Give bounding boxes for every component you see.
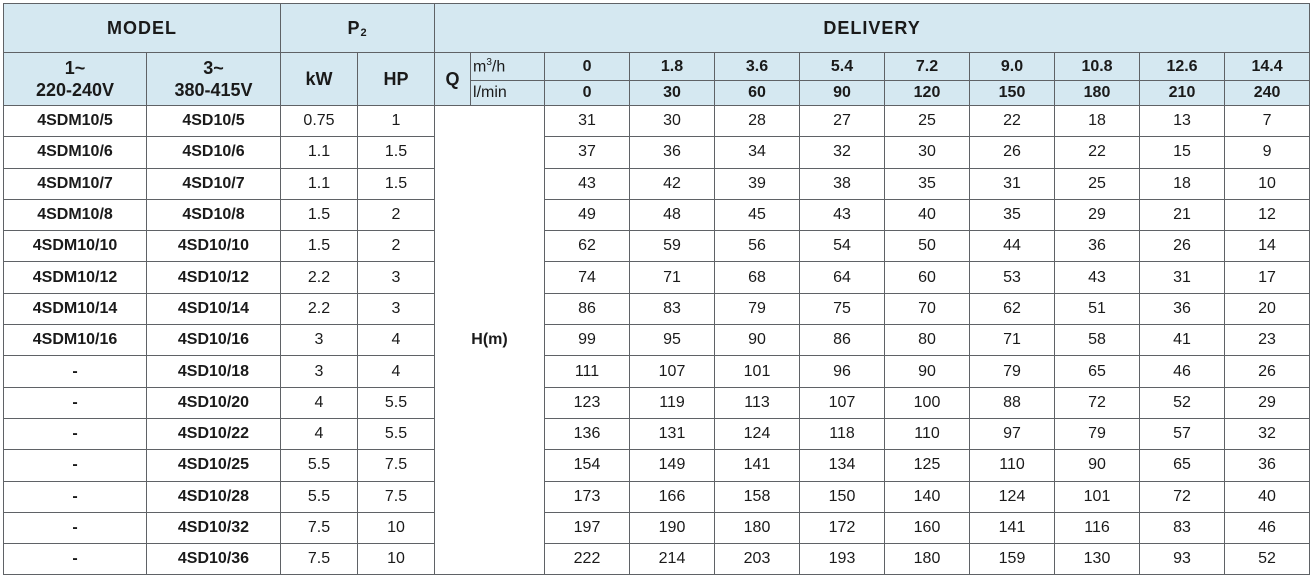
power-kw: 1.1 bbox=[281, 168, 358, 199]
power-hp: 10 bbox=[358, 544, 435, 575]
head-value: 32 bbox=[800, 137, 885, 168]
head-value: 40 bbox=[1225, 481, 1310, 512]
three-phase-voltage: 380-415V bbox=[174, 80, 253, 100]
flow-m3h-cell: 1.8 bbox=[630, 53, 715, 81]
model-three-phase: 4SD10/16 bbox=[147, 325, 281, 356]
model-three-phase: 4SD10/8 bbox=[147, 199, 281, 230]
head-value: 53 bbox=[970, 262, 1055, 293]
head-value: 13 bbox=[1140, 106, 1225, 137]
head-value: 101 bbox=[715, 356, 800, 387]
model-header: MODEL bbox=[4, 4, 281, 53]
unit-m3h-rest: /h bbox=[491, 58, 506, 76]
head-value: 90 bbox=[1055, 450, 1140, 481]
single-phase-header bbox=[4, 53, 147, 106]
power-hp: 3 bbox=[358, 293, 435, 324]
head-value: 134 bbox=[800, 450, 885, 481]
head-value: 79 bbox=[970, 356, 1055, 387]
power-hp: 2 bbox=[358, 199, 435, 230]
head-value: 86 bbox=[545, 293, 630, 324]
head-value: 124 bbox=[715, 418, 800, 449]
head-value: 38 bbox=[800, 168, 885, 199]
power-hp: 5.5 bbox=[358, 418, 435, 449]
power-kw: 5.5 bbox=[281, 481, 358, 512]
unit-m3h-base: m bbox=[473, 58, 487, 76]
head-value: 190 bbox=[630, 512, 715, 543]
head-value: 65 bbox=[1140, 450, 1225, 481]
head-value: 48 bbox=[630, 199, 715, 230]
head-value: 22 bbox=[970, 106, 1055, 137]
head-value: 52 bbox=[1225, 544, 1310, 575]
head-label: H(m) bbox=[435, 106, 545, 575]
head-value: 110 bbox=[885, 418, 970, 449]
model-single-phase: - bbox=[4, 387, 147, 418]
model-three-phase: 4SD10/32 bbox=[147, 512, 281, 543]
head-value: 97 bbox=[970, 418, 1055, 449]
power-hp: 1 bbox=[358, 106, 435, 137]
head-value: 40 bbox=[885, 199, 970, 230]
head-value: 71 bbox=[630, 262, 715, 293]
model-single-phase: 4SDM10/8 bbox=[4, 199, 147, 230]
power-kw: 2.2 bbox=[281, 293, 358, 324]
flow-m3h-cell: 10.8 bbox=[1055, 53, 1140, 81]
head-value: 118 bbox=[800, 418, 885, 449]
head-value: 149 bbox=[630, 450, 715, 481]
power-kw: 1.1 bbox=[281, 137, 358, 168]
power-kw: 5.5 bbox=[281, 450, 358, 481]
model-single-phase: 4SDM10/6 bbox=[4, 137, 147, 168]
flow-m3h-cell: 3.6 bbox=[715, 53, 800, 81]
flow-m3h-cell: 7.2 bbox=[885, 53, 970, 81]
head-value: 50 bbox=[885, 231, 970, 262]
head-value: 31 bbox=[970, 168, 1055, 199]
flow-m3h-cell: 5.4 bbox=[800, 53, 885, 81]
head-value: 80 bbox=[885, 325, 970, 356]
power-kw: 7.5 bbox=[281, 544, 358, 575]
model-single-phase: - bbox=[4, 418, 147, 449]
power-kw: 0.75 bbox=[281, 106, 358, 137]
head-value: 172 bbox=[800, 512, 885, 543]
table-row bbox=[4, 293, 1310, 324]
head-value: 23 bbox=[1225, 325, 1310, 356]
flow-lmin-cell: 30 bbox=[630, 81, 715, 106]
model-three-phase: 4SD10/25 bbox=[147, 450, 281, 481]
head-value: 17 bbox=[1225, 262, 1310, 293]
head-value: 150 bbox=[800, 481, 885, 512]
head-value: 10 bbox=[1225, 168, 1310, 199]
table-row bbox=[4, 356, 1310, 387]
head-value: 29 bbox=[1055, 199, 1140, 230]
head-value: 25 bbox=[1055, 168, 1140, 199]
head-value: 159 bbox=[970, 544, 1055, 575]
model-single-phase: 4SDM10/14 bbox=[4, 293, 147, 324]
model-single-phase: - bbox=[4, 356, 147, 387]
head-value: 20 bbox=[1225, 293, 1310, 324]
model-single-phase: 4SDM10/12 bbox=[4, 262, 147, 293]
model-single-phase: - bbox=[4, 544, 147, 575]
flow-lmin-cell: 240 bbox=[1225, 81, 1310, 106]
head-value: 72 bbox=[1055, 387, 1140, 418]
head-value: 34 bbox=[715, 137, 800, 168]
head-value: 197 bbox=[545, 512, 630, 543]
power-kw: 1.5 bbox=[281, 199, 358, 230]
head-value: 59 bbox=[630, 231, 715, 262]
flow-lmin-cell: 120 bbox=[885, 81, 970, 106]
head-value: 57 bbox=[1140, 418, 1225, 449]
head-value: 75 bbox=[800, 293, 885, 324]
head-value: 36 bbox=[1055, 231, 1140, 262]
flow-m3h-cell: 9.0 bbox=[970, 53, 1055, 81]
head-value: 36 bbox=[1140, 293, 1225, 324]
head-value: 86 bbox=[800, 325, 885, 356]
head-value: 180 bbox=[715, 512, 800, 543]
head-value: 141 bbox=[715, 450, 800, 481]
head-value: 71 bbox=[970, 325, 1055, 356]
head-value: 45 bbox=[715, 199, 800, 230]
model-single-phase: - bbox=[4, 512, 147, 543]
power-kw: 2.2 bbox=[281, 262, 358, 293]
head-value: 101 bbox=[1055, 481, 1140, 512]
single-phase-symbol: 1~ bbox=[64, 58, 86, 78]
table-header bbox=[4, 4, 1310, 106]
model-single-phase: 4SDM10/10 bbox=[4, 231, 147, 262]
head-value: 123 bbox=[545, 387, 630, 418]
model-single-phase: 4SDM10/16 bbox=[4, 325, 147, 356]
head-value: 30 bbox=[630, 106, 715, 137]
head-value: 141 bbox=[970, 512, 1055, 543]
power-hp: 7.5 bbox=[358, 481, 435, 512]
head-value: 58 bbox=[1055, 325, 1140, 356]
single-phase-voltage: 220-240V bbox=[35, 80, 115, 100]
model-three-phase: 4SD10/10 bbox=[147, 231, 281, 262]
head-value: 62 bbox=[545, 231, 630, 262]
head-value: 166 bbox=[630, 481, 715, 512]
table-row bbox=[4, 137, 1310, 168]
head-value: 32 bbox=[1225, 418, 1310, 449]
p2-header bbox=[281, 4, 435, 53]
head-value: 21 bbox=[1140, 199, 1225, 230]
head-value: 72 bbox=[1140, 481, 1225, 512]
model-three-phase: 4SD10/18 bbox=[147, 356, 281, 387]
table-row bbox=[4, 106, 1310, 137]
power-kw: 4 bbox=[281, 418, 358, 449]
head-value: 12 bbox=[1225, 199, 1310, 230]
unit-m3h bbox=[471, 53, 545, 81]
table-row bbox=[4, 262, 1310, 293]
head-value: 56 bbox=[715, 231, 800, 262]
model-three-phase: 4SD10/5 bbox=[147, 106, 281, 137]
flow-lmin-cell: 60 bbox=[715, 81, 800, 106]
head-value: 70 bbox=[885, 293, 970, 324]
head-value: 35 bbox=[970, 199, 1055, 230]
head-value: 18 bbox=[1140, 168, 1225, 199]
table-row bbox=[4, 512, 1310, 543]
model-single-phase: - bbox=[4, 481, 147, 512]
flow-lmin-cell: 0 bbox=[545, 81, 630, 106]
head-value: 79 bbox=[715, 293, 800, 324]
head-value: 95 bbox=[630, 325, 715, 356]
head-value: 46 bbox=[1225, 512, 1310, 543]
head-value: 193 bbox=[800, 544, 885, 575]
head-value: 26 bbox=[1140, 231, 1225, 262]
head-value: 31 bbox=[1140, 262, 1225, 293]
head-value: 27 bbox=[800, 106, 885, 137]
flow-lmin-cell: 90 bbox=[800, 81, 885, 106]
model-single-phase: - bbox=[4, 450, 147, 481]
hp-header: HP bbox=[358, 53, 435, 106]
head-value: 7 bbox=[1225, 106, 1310, 137]
flow-lmin-cell: 180 bbox=[1055, 81, 1140, 106]
flow-lmin-cell: 150 bbox=[970, 81, 1055, 106]
head-value: 93 bbox=[1140, 544, 1225, 575]
head-value: 203 bbox=[715, 544, 800, 575]
head-value: 68 bbox=[715, 262, 800, 293]
model-three-phase: 4SD10/12 bbox=[147, 262, 281, 293]
head-value: 173 bbox=[545, 481, 630, 512]
head-value: 62 bbox=[970, 293, 1055, 324]
table-row bbox=[4, 544, 1310, 575]
head-value: 64 bbox=[800, 262, 885, 293]
head-value: 9 bbox=[1225, 137, 1310, 168]
q-header: Q bbox=[435, 53, 471, 106]
head-value: 43 bbox=[545, 168, 630, 199]
head-value: 43 bbox=[1055, 262, 1140, 293]
head-value: 130 bbox=[1055, 544, 1140, 575]
head-value: 79 bbox=[1055, 418, 1140, 449]
delivery-header: DELIVERY bbox=[435, 4, 1310, 53]
head-value: 110 bbox=[970, 450, 1055, 481]
head-value: 160 bbox=[885, 512, 970, 543]
head-value: 83 bbox=[630, 293, 715, 324]
head-value: 37 bbox=[545, 137, 630, 168]
head-value: 29 bbox=[1225, 387, 1310, 418]
model-three-phase: 4SD10/14 bbox=[147, 293, 281, 324]
table-row bbox=[4, 387, 1310, 418]
model-three-phase: 4SD10/7 bbox=[147, 168, 281, 199]
power-hp: 1.5 bbox=[358, 168, 435, 199]
head-value: 41 bbox=[1140, 325, 1225, 356]
head-value: 54 bbox=[800, 231, 885, 262]
model-three-phase: 4SD10/22 bbox=[147, 418, 281, 449]
power-hp: 5.5 bbox=[358, 387, 435, 418]
head-value: 26 bbox=[970, 137, 1055, 168]
table-body bbox=[4, 106, 1310, 575]
head-value: 119 bbox=[630, 387, 715, 418]
head-value: 83 bbox=[1140, 512, 1225, 543]
head-value: 36 bbox=[1225, 450, 1310, 481]
model-single-phase: 4SDM10/5 bbox=[4, 106, 147, 137]
pump-performance-table bbox=[3, 3, 1310, 575]
head-value: 74 bbox=[545, 262, 630, 293]
power-kw: 4 bbox=[281, 387, 358, 418]
head-value: 14 bbox=[1225, 231, 1310, 262]
head-value: 124 bbox=[970, 481, 1055, 512]
flow-m3h-cell: 12.6 bbox=[1140, 53, 1225, 81]
model-three-phase: 4SD10/28 bbox=[147, 481, 281, 512]
head-value: 49 bbox=[545, 199, 630, 230]
head-value: 46 bbox=[1140, 356, 1225, 387]
head-value: 90 bbox=[715, 325, 800, 356]
head-value: 113 bbox=[715, 387, 800, 418]
head-value: 51 bbox=[1055, 293, 1140, 324]
head-value: 180 bbox=[885, 544, 970, 575]
power-hp: 4 bbox=[358, 356, 435, 387]
model-three-phase: 4SD10/6 bbox=[147, 137, 281, 168]
power-hp: 4 bbox=[358, 325, 435, 356]
p2-subscript: 2 bbox=[360, 26, 368, 39]
head-value: 39 bbox=[715, 168, 800, 199]
head-value: 22 bbox=[1055, 137, 1140, 168]
table-row bbox=[4, 168, 1310, 199]
unit-lmin: l/min bbox=[471, 81, 545, 106]
model-three-phase: 4SD10/36 bbox=[147, 544, 281, 575]
power-hp: 3 bbox=[358, 262, 435, 293]
head-value: 99 bbox=[545, 325, 630, 356]
power-hp: 10 bbox=[358, 512, 435, 543]
p2-label: P bbox=[347, 17, 361, 38]
flow-lmin-cell: 210 bbox=[1140, 81, 1225, 106]
three-phase-header bbox=[147, 53, 281, 106]
flow-m3h-cell: 14.4 bbox=[1225, 53, 1310, 81]
head-value: 107 bbox=[800, 387, 885, 418]
head-value: 107 bbox=[630, 356, 715, 387]
head-value: 25 bbox=[885, 106, 970, 137]
table-row bbox=[4, 450, 1310, 481]
head-value: 131 bbox=[630, 418, 715, 449]
head-value: 28 bbox=[715, 106, 800, 137]
power-hp: 1.5 bbox=[358, 137, 435, 168]
table-row bbox=[4, 199, 1310, 230]
head-value: 116 bbox=[1055, 512, 1140, 543]
kw-header: kW bbox=[281, 53, 358, 106]
head-value: 136 bbox=[545, 418, 630, 449]
head-value: 30 bbox=[885, 137, 970, 168]
head-value: 214 bbox=[630, 544, 715, 575]
flow-m3h-cell: 0 bbox=[545, 53, 630, 81]
head-value: 31 bbox=[545, 106, 630, 137]
three-phase-symbol: 3~ bbox=[203, 58, 224, 78]
head-value: 88 bbox=[970, 387, 1055, 418]
head-value: 35 bbox=[885, 168, 970, 199]
head-value: 43 bbox=[800, 199, 885, 230]
head-value: 42 bbox=[630, 168, 715, 199]
head-value: 52 bbox=[1140, 387, 1225, 418]
table-row bbox=[4, 418, 1310, 449]
table-row bbox=[4, 231, 1310, 262]
head-value: 125 bbox=[885, 450, 970, 481]
head-value: 15 bbox=[1140, 137, 1225, 168]
power-hp: 2 bbox=[358, 231, 435, 262]
table-row bbox=[4, 325, 1310, 356]
head-value: 36 bbox=[630, 137, 715, 168]
head-value: 65 bbox=[1055, 356, 1140, 387]
head-value: 154 bbox=[545, 450, 630, 481]
head-value: 18 bbox=[1055, 106, 1140, 137]
power-hp: 7.5 bbox=[358, 450, 435, 481]
head-value: 26 bbox=[1225, 356, 1310, 387]
head-value: 222 bbox=[545, 544, 630, 575]
head-value: 90 bbox=[885, 356, 970, 387]
head-value: 158 bbox=[715, 481, 800, 512]
power-kw: 7.5 bbox=[281, 512, 358, 543]
head-value: 140 bbox=[885, 481, 970, 512]
power-kw: 3 bbox=[281, 325, 358, 356]
head-value: 44 bbox=[970, 231, 1055, 262]
model-single-phase: 4SDM10/7 bbox=[4, 168, 147, 199]
power-kw: 3 bbox=[281, 356, 358, 387]
head-value: 100 bbox=[885, 387, 970, 418]
unit-m3h-sup: 3 bbox=[486, 56, 492, 68]
head-value: 60 bbox=[885, 262, 970, 293]
head-value: 96 bbox=[800, 356, 885, 387]
power-kw: 1.5 bbox=[281, 231, 358, 262]
table-row bbox=[4, 481, 1310, 512]
model-three-phase: 4SD10/20 bbox=[147, 387, 281, 418]
head-value: 111 bbox=[545, 356, 630, 387]
